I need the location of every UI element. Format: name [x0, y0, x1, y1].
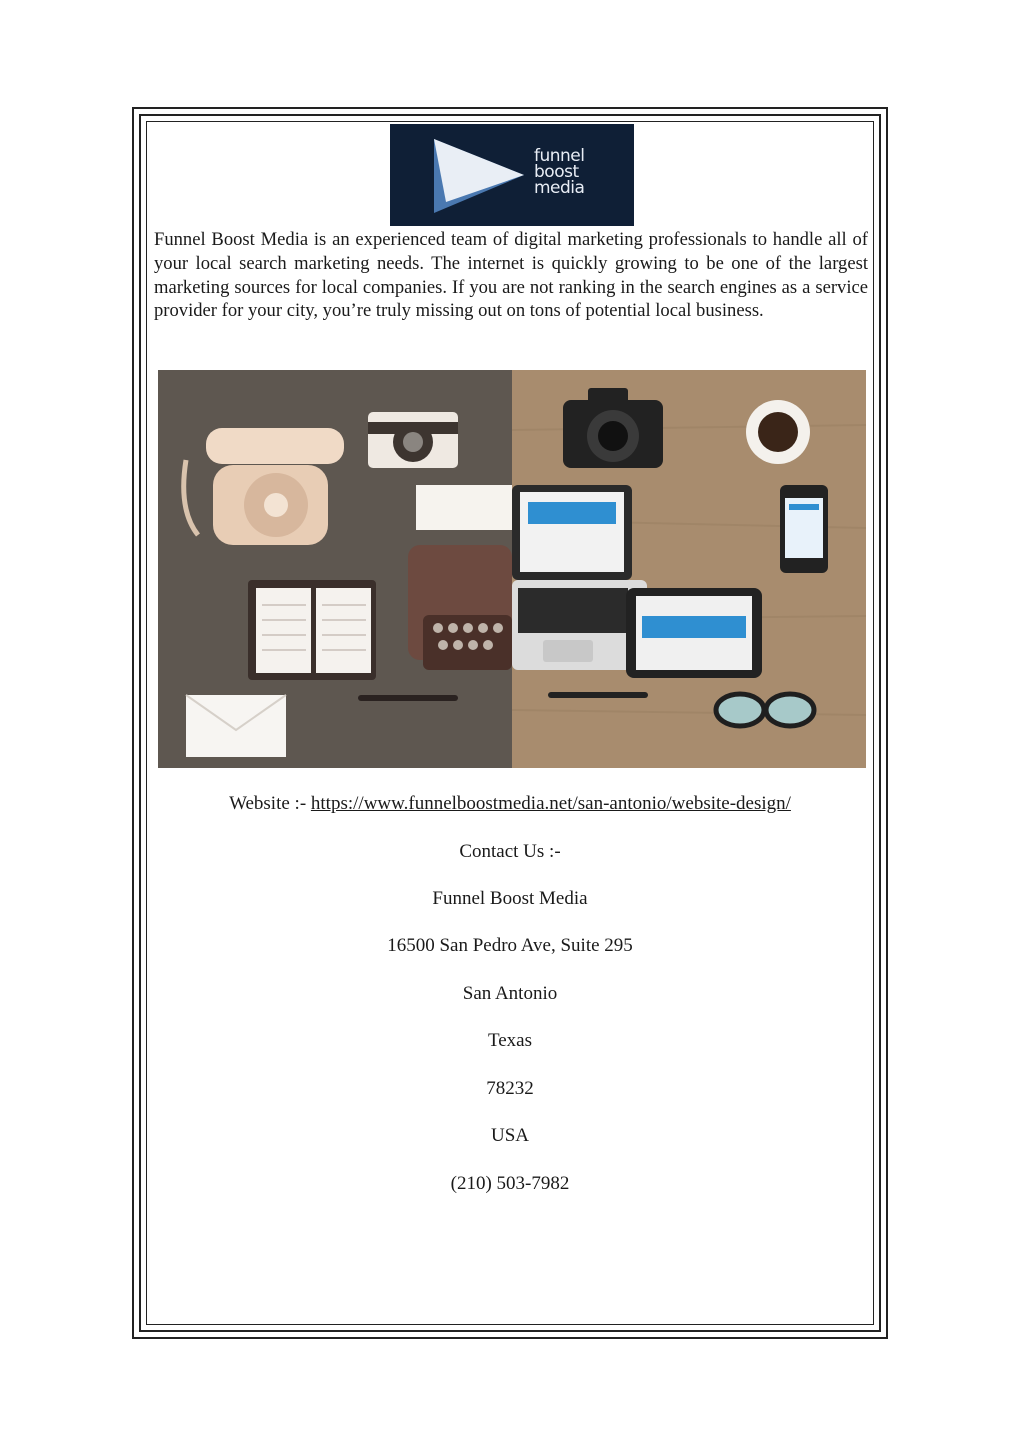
phone-number: (210) 503-7982 — [450, 1173, 570, 1194]
logo-wordmark — [534, 148, 585, 196]
intro-paragraph: Funnel Boost Media is an experienced team of digital marketing professionals to handle all of your local search marketing needs. The internet is quickly growing to be one of the largest marketing sources for local companies. If you are not ranking in the search engines as a service provider for your city, you’re truly missing out on tons of potential local business. — [154, 229, 868, 322]
contact-heading: Contact Us :- — [459, 841, 561, 862]
smartphone-icon — [780, 485, 828, 573]
fountain-pen-icon — [358, 695, 458, 701]
website-line — [146, 793, 874, 815]
funnel-boost-media-logo — [390, 124, 634, 226]
logo-line-boost: boost — [534, 162, 579, 182]
envelope-icon — [186, 695, 286, 757]
country: USA — [490, 1125, 529, 1146]
notebook-icon — [248, 580, 376, 680]
play-triangle-icon — [390, 124, 634, 226]
website-link[interactable]: https://www.funnelboostmedia.net/san-antonio/website-design/ — [310, 793, 791, 814]
coffee-cup-icon — [746, 400, 810, 464]
city: San Antonio — [462, 983, 558, 1004]
retro-camera-icon — [368, 412, 458, 468]
company-name: Funnel Boost Media — [432, 888, 588, 909]
tablet-icon — [626, 588, 762, 678]
state: Texas — [487, 1030, 533, 1051]
street-address: 16500 San Pedro Ave, Suite 295 — [387, 935, 633, 956]
logo-line-funnel: funnel — [534, 146, 585, 166]
ballpoint-pen-icon — [548, 692, 648, 698]
typewriter-icon — [408, 485, 512, 670]
dslr-camera-icon — [563, 388, 663, 468]
website-label: Website :- — [229, 793, 311, 814]
hero-illustration — [158, 370, 866, 768]
zip-code: 78232 — [486, 1078, 534, 1099]
logo-line-media: media — [534, 178, 585, 198]
